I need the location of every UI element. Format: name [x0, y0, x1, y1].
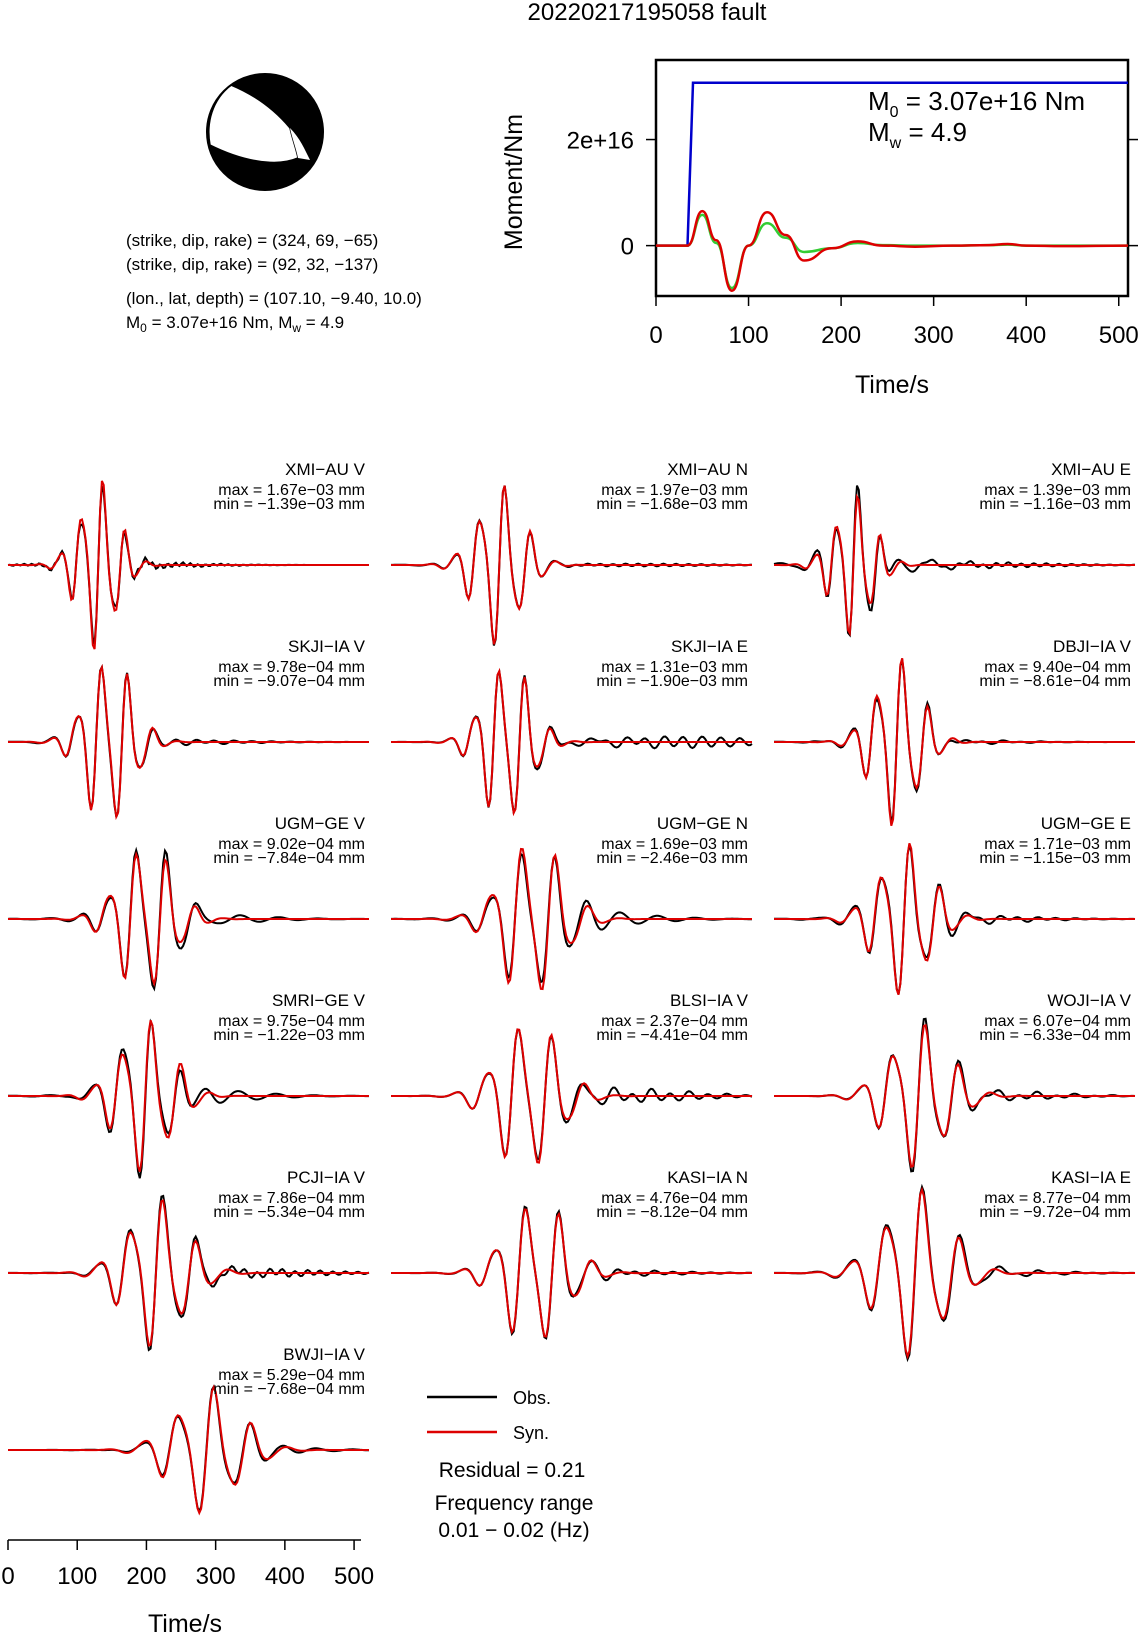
max-amplitude-label: max = 1.71e−03 mm — [984, 836, 1131, 853]
max-amplitude-label: max = 9.02e−04 mm — [218, 836, 365, 853]
moment-xtick-label: 0 — [649, 322, 663, 349]
synthetic-waveform — [391, 849, 752, 989]
waveform-panel — [391, 814, 752, 989]
max-amplitude-label: max = 1.67e−03 mm — [218, 482, 365, 499]
station-label: PCJI−IA V — [287, 1168, 365, 1187]
waveform-grid — [8, 460, 1135, 1513]
moment-axes — [567, 128, 1139, 349]
min-amplitude-label: min = −2.46e−03 mm — [596, 850, 748, 867]
synthetic-waveform — [8, 1201, 369, 1346]
legend-obs-label: Obs. — [513, 1388, 552, 1408]
min-amplitude-label: min = −9.07e−04 mm — [213, 673, 365, 690]
min-amplitude-label: min = −1.16e−03 mm — [979, 496, 1131, 513]
max-amplitude-label: max = 4.76e−04 mm — [601, 1190, 748, 1207]
station-label: XMI−AU E — [1051, 460, 1131, 479]
focal-mechanism-beachball — [207, 74, 323, 190]
legend — [427, 1388, 551, 1443]
synthetic-waveform — [391, 1210, 752, 1337]
synthetic-waveform — [391, 1029, 752, 1162]
max-amplitude-label: max = 6.07e−04 mm — [984, 1013, 1131, 1030]
station-label: UGM−GE N — [656, 814, 748, 833]
mechanism-line-3: (lon., lat, depth) = (107.10, −9.40, 10.0) — [126, 289, 422, 308]
moment-xlabel: Time/s — [854, 371, 930, 399]
station-label: SKJI−IA E — [670, 637, 748, 656]
legend-syn-label: Syn. — [513, 1423, 550, 1443]
synthetic-waveform — [8, 854, 369, 983]
observed-waveform — [391, 1030, 752, 1159]
max-amplitude-label: max = 9.78e−04 mm — [218, 659, 365, 676]
moment-panel — [500, 60, 1139, 399]
moment-ytick-label: 0 — [620, 233, 634, 261]
moment-mw-label: $M_w = 4.9$ — [868, 117, 968, 152]
waveform-xtick-label: 400 — [264, 1563, 305, 1590]
waveform-xtick-label: 0 — [1, 1563, 15, 1590]
mechanism-line-2: (strike, dip, rake) = (92, 32, −137) — [126, 255, 379, 274]
min-amplitude-label: min = −1.22e−03 mm — [213, 1027, 365, 1044]
waveform-panel — [774, 814, 1135, 995]
moment-xtick-label: 300 — [913, 322, 954, 349]
station-label: XMI−AU N — [667, 460, 748, 479]
min-amplitude-label: min = −8.61e−04 mm — [979, 673, 1131, 690]
station-label: DBJI−IA V — [1053, 637, 1131, 656]
moment-xtick-label: 100 — [728, 322, 769, 349]
max-amplitude-label: max = 9.75e−04 mm — [218, 1013, 365, 1030]
min-amplitude-label: min = −7.68e−04 mm — [213, 1381, 365, 1398]
max-amplitude-label: max = 1.39e−03 mm — [984, 482, 1131, 499]
moment-rate-line-red — [656, 211, 1128, 291]
mechanism-moment-line: $M_0 = 3.07e+16$ Nm, $M_w = 4.9$ — [126, 313, 345, 335]
station-label: KASI−IA E — [1051, 1168, 1131, 1187]
waveform-panel — [8, 1345, 369, 1513]
figure-title: 20220217195058 fault — [527, 0, 767, 26]
max-amplitude-label: max = 1.97e−03 mm — [601, 482, 748, 499]
max-amplitude-label: max = 2.37e−04 mm — [601, 1013, 748, 1030]
waveform-panel — [774, 1168, 1135, 1359]
max-amplitude-label: max = 7.86e−04 mm — [218, 1190, 365, 1207]
max-amplitude-label: max = 8.77e−04 mm — [984, 1190, 1131, 1207]
max-amplitude-label: max = 5.29e−04 mm — [218, 1367, 365, 1384]
min-amplitude-label: min = −8.12e−04 mm — [596, 1204, 748, 1221]
station-label: XMI−AU V — [285, 460, 365, 479]
station-label: SMRI−GE V — [271, 991, 365, 1010]
waveform-xtick-label: 100 — [57, 1563, 98, 1590]
waveform-xtick-label: 500 — [334, 1563, 375, 1590]
moment-xtick-label: 400 — [1006, 322, 1047, 349]
moment-xtick-label: 500 — [1098, 322, 1139, 349]
min-amplitude-label: min = −1.39e−03 mm — [213, 496, 365, 513]
waveform-xtick-label: 200 — [126, 1563, 167, 1590]
waveform-panel — [8, 814, 369, 989]
residual-label: Residual = 0.21 — [438, 1459, 586, 1482]
waveform-panel — [774, 991, 1135, 1171]
synthetic-waveform — [774, 1025, 1135, 1166]
moment-m0-label: $M_0 = 3.07e+16$ Nm — [868, 86, 1086, 121]
waveform-panel — [8, 991, 369, 1178]
moment-ylabel: Moment/Nm — [500, 113, 528, 251]
moment-ytick-label: 2e+16 — [566, 127, 634, 155]
frequency-range-value: 0.01 − 0.02 (Hz) — [438, 1519, 590, 1542]
max-amplitude-label: max = 1.31e−03 mm — [601, 659, 748, 676]
waveform-panel — [8, 460, 369, 649]
station-label: WOJI−IA V — [1047, 991, 1131, 1010]
min-amplitude-label: min = −7.84e−04 mm — [213, 850, 365, 867]
waveform-time-axis — [1, 1540, 374, 1590]
station-label: SKJI−IA V — [287, 637, 365, 656]
synthetic-waveform — [391, 671, 752, 813]
mechanism-line-1: (strike, dip, rake) = (324, 69, −65) — [126, 231, 379, 250]
station-label: BWJI−IA V — [283, 1345, 365, 1364]
station-label: UGM−GE V — [274, 814, 365, 833]
waveform-panel — [391, 991, 752, 1163]
waveform-xtick-label: 300 — [195, 1563, 236, 1590]
min-amplitude-label: min = −4.41e−04 mm — [596, 1027, 748, 1044]
max-amplitude-label: max = 1.69e−03 mm — [601, 836, 748, 853]
min-amplitude-label: min = −1.15e−03 mm — [979, 850, 1131, 867]
waveform-xlabel: Time/s — [147, 1610, 223, 1636]
moment-xtick-label: 200 — [821, 322, 862, 349]
min-amplitude-label: min = −6.33e−04 mm — [979, 1027, 1131, 1044]
min-amplitude-label: min = −1.90e−03 mm — [596, 673, 748, 690]
frequency-range-label: Frequency range — [434, 1492, 594, 1515]
waveform-panel — [391, 1168, 752, 1338]
waveform-panel — [8, 1168, 369, 1350]
waveform-panel — [391, 460, 752, 646]
min-amplitude-label: min = −9.72e−04 mm — [979, 1204, 1131, 1221]
max-amplitude-label: max = 9.40e−04 mm — [984, 659, 1131, 676]
station-label: KASI−IA N — [667, 1168, 748, 1187]
station-label: UGM−GE E — [1040, 814, 1131, 833]
waveform-panel — [774, 637, 1135, 826]
min-amplitude-label: min = −5.34e−04 mm — [213, 1204, 365, 1221]
station-label: BLSI−IA V — [670, 991, 748, 1010]
min-amplitude-label: min = −1.68e−03 mm — [596, 496, 748, 513]
waveform-panel — [8, 637, 369, 817]
waveform-panel — [391, 637, 752, 813]
waveform-panel — [774, 460, 1135, 635]
synthetic-waveform — [774, 497, 1135, 633]
